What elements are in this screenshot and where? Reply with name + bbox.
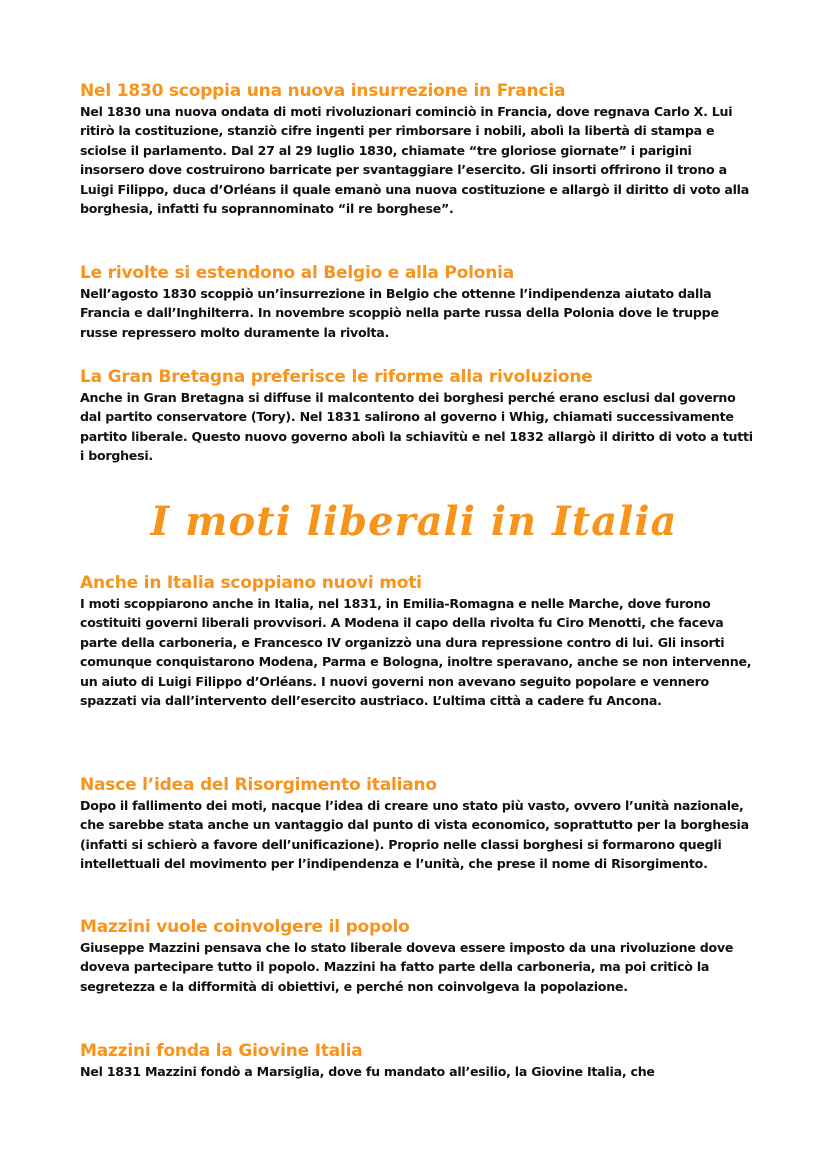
section-body: Nel 1830 una nuova ondata di moti rivoluzionari cominciò in Francia, dove regnava Carlo X. Lui ritirò la costituzione, stanziò cifre ingenti per rimborsare i nobili, abolì la libertà di stampa e sciolse il parlamento. Dal 27 al 29 luglio 1830, chiamate “tre gloriose giornate” i parigini insorsero dove costruirono barricate per svantaggiare l’esercito. Gli insorti offrirono il trono a Luigi Filippo, duca d’Orléans il quale emanò una nuova costituzione e allargò il diritto di voto alla borghesia, infatti fu soprannominato “il re borghese”. [80, 104, 749, 217]
section-heading: Nel 1830 scoppia una nuova insurrezione in Francia [80, 81, 566, 101]
section-risorgimento [80, 774, 760, 874]
page-title: I moti liberali in Italia [150, 498, 678, 545]
section-heading: Mazzini vuole coinvolgere il popolo [80, 917, 410, 937]
section-heading: Le rivolte si estendono al Belgio e alla Polonia [80, 263, 515, 283]
section-francia-1830 [80, 80, 760, 218]
section-heading: Nasce l’idea del Risorgimento italiano [80, 775, 437, 795]
section-giovine-italia [80, 1040, 760, 1081]
section-body: Dopo il fallimento dei moti, nacque l’idea di creare uno stato più vasto, ovvero l’unità nazionale, che sarebbe stata anche un vantaggio dal punto di vista economico, soprattutto per la borghesia (infatti si schierò a favore dell’unificazione). Proprio nelle classi borghesi si formarono quegli intellettuali del movimento per l’indipendenza e l’unità, che prese il nome di Risorgimento. [80, 798, 749, 872]
section-heading: Anche in Italia scoppiano nuovi moti [80, 573, 422, 593]
section-body: Nel 1831 Mazzini fondò a Marsiglia, dove fu mandato all’esilio, la Giovine Italia, che [80, 1064, 655, 1079]
section-body: Giuseppe Mazzini pensava che lo stato liberale doveva essere imposto da una rivoluzione dove doveva partecipare tutto il popolo. Mazzini ha fatto parte della carboneria, ma poi criticò la segretezza e la difformità di obiettivi, e perché non coinvolgeva la popolazione. [80, 940, 734, 994]
section-body: I moti scoppiarono anche in Italia, nel 1831, in Emilia-Romagna e nelle Marche, dove furono costituiti governi liberali provvisori. A Modena il capo della rivolta fu Ciro Menotti, che faceva parte della carboneria, e Francesco IV organizzò una dura repressione contro di lui. Gli insorti comunque conquistarono Modena, Parma e Bologna, inoltre speravano, anche se non intervenne, un aiuto di Luigi Filippo d’Orléans. I nuovi governi non avevano seguito popolare e vennero spazzati via dall’intervento dell’esercito austriaco. L’ultima città a cadere fu Ancona. [80, 596, 752, 709]
section-gran-bretagna [80, 366, 760, 466]
section-body: Nell’agosto 1830 scoppiò un’insurrezione in Belgio che ottenne l’indipendenza aiutato dalla Francia e dall’Inghilterra. In novembre scoppiò nella parte russa della Polonia dove le truppe russe repressero molto duramente la rivolta. [80, 286, 719, 340]
section-belgio-polonia [80, 262, 760, 342]
section-moti-italia [80, 572, 760, 710]
section-mazzini-popolo [80, 916, 760, 996]
section-heading: La Gran Bretagna preferisce le riforme alla rivoluzione [80, 367, 593, 387]
section-body: Anche in Gran Bretagna si diffuse il malcontento dei borghesi perché erano esclusi dal governo dal partito conservatore (Tory). Nel 1831 salirono al governo i Whig, chiamati successivamente partito liberale. Questo nuovo governo abolì la schiavitù e nel 1832 allargò il diritto di voto a tutti i borghesi. [80, 390, 753, 464]
section-heading: Mazzini fonda la Giovine Italia [80, 1041, 363, 1061]
